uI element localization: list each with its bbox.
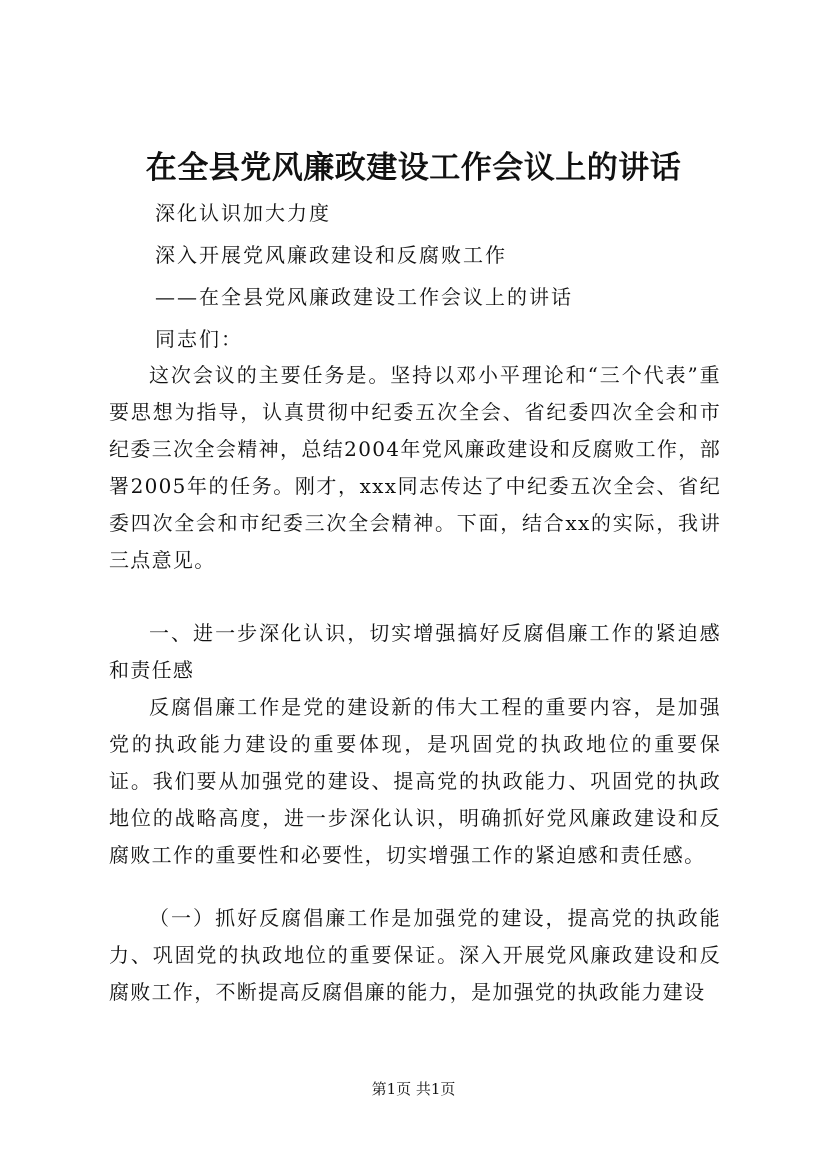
salutation: 同志们： [155, 327, 243, 351]
document-title: 在全县党风廉政建设工作会议上的讲话 [145, 150, 682, 186]
body-paragraph-intro: 这次会议的主要任务是。坚持以邓小平理论和“三个代表”重要思想为指导，认真贯彻中纪委五次全会、省纪委四次全会和市纪委三次全会精神，总结2004年党风廉政建设和反腐败工作，部署2005年的任务。刚才，xxx同志传达了中纪委五次全会、省纪委四次全会和市纪委三次全会精神。下面，结合xx的实际，我讲三点意见。 [109, 363, 721, 572]
subtitle-line-1: 深化认识加大力度 [155, 201, 331, 225]
page-footer: 第1页 共1页 [371, 1080, 456, 1098]
subtitle-line-3: ——在全县党风廉政建设工作会议上的讲话 [155, 285, 573, 309]
section-heading-1: 一、进一步深化认识，切实增强搞好反腐倡廉工作的紧迫感和责任感 [109, 621, 721, 682]
body-paragraph-section-1: 反腐倡廉工作是党的建设新的伟大工程的重要内容，是加强党的执政能力建设的重要体现，是巩固党的执政地位的重要保证。我们要从加强党的建设、提高党的执政能力、巩固党的执政地位的战略高度，进一步深化认识，明确抓好党风廉政建设和反腐败工作的重要性和必要性，切实增强工作的紧迫感和责任感。 [109, 695, 721, 867]
subtitle-line-2: 深入开展党风廉政建设和反腐败工作 [155, 243, 507, 267]
body-paragraph-subsection-1: （一）抓好反腐倡廉工作是加强党的建设，提高党的执政能力、巩固党的执政地位的重要保证。深入开展党风廉政建设和反腐败工作，不断提高反腐倡廉的能力，是加强党的执政能力建设 [109, 906, 721, 1004]
